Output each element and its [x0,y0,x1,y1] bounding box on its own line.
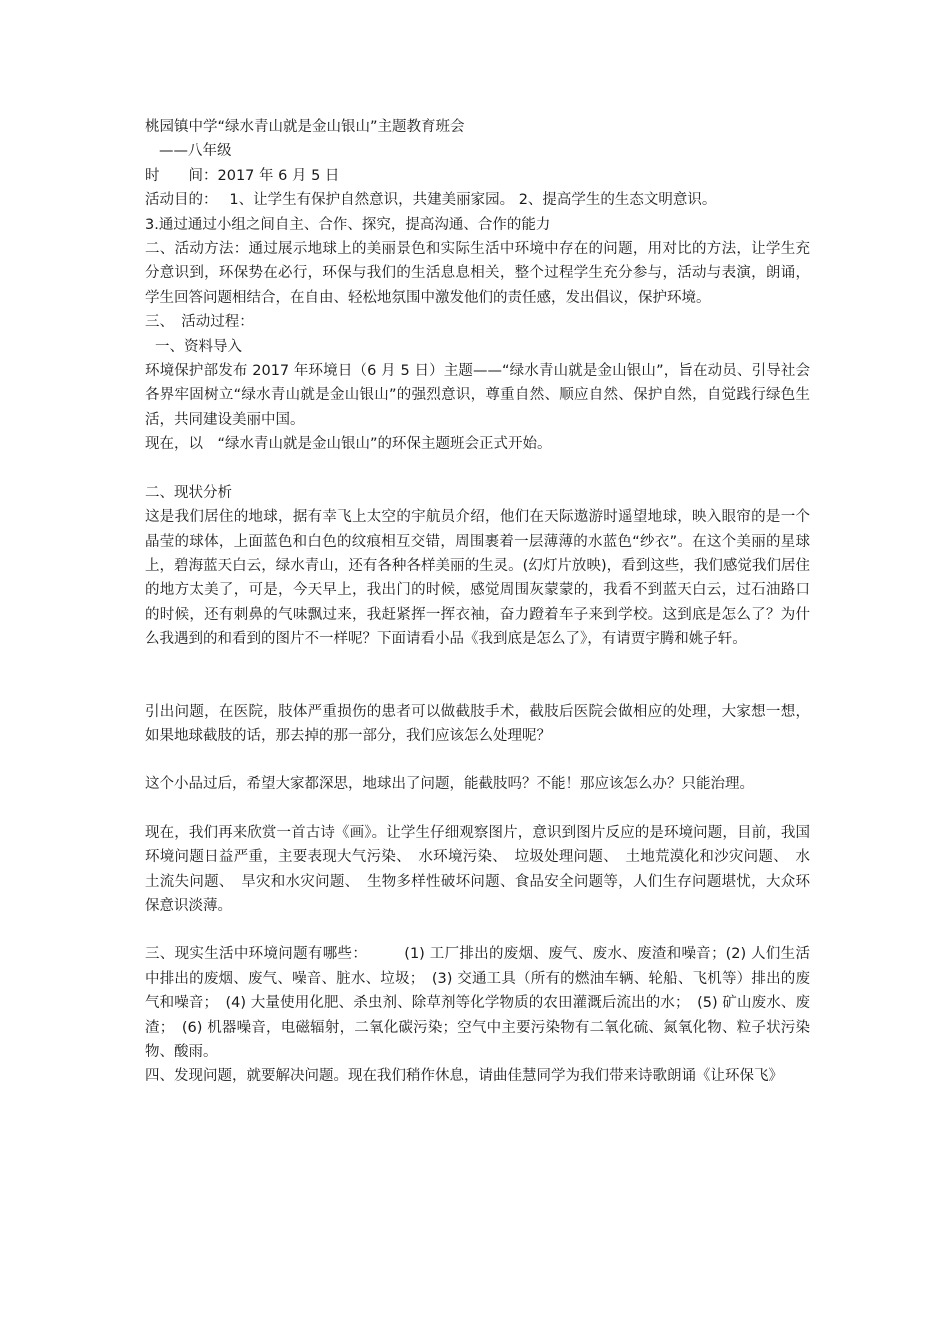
start-paragraph: 现在，以 “绿水青山就是金山银山”的环保主题班会正式开始。 [145,436,552,453]
problems-paragraph: 三、现实生活中环境问题有哪些： (1) 工厂排出的废烟、废气、废水、废渣和噪音；(2) 人们生活中排出的废烟、废气、噪音、脏水、垃圾； (3) 交通工具（所有的燃油车辆、轮船、飞机等）排出的废气和噪音； (4) 大量使用化肥、杀虫剂、除草剂等化学物质的农田灌溉后流出的水； (5) 矿山废水、废渣； (6) 机器噪音，电磁辐射，二氧化碳污染；空气中主要污染物有二氧化硫、氮氧化物、粒子状污染物、酸雨。 [145,946,810,1060]
question-paragraph: 引出问题，在医院，肢体严重损伤的患者可以做截肢手术，截肢后医院会做相应的处理，大家想一想，如果地球截肢的话，那去掉的那一部分，我们应该怎么处理呢？ [145,703,810,744]
document-body [145,115,810,1089]
sketch-paragraph: 这个小品过后，希望大家都深思，地球出了问题，能截肢吗？不能！那应该怎么办？只能治理。 [145,776,754,793]
status-heading: 二、现状分析 [145,484,232,501]
solve-paragraph: 四、发现问题，就要解决问题。现在我们稍作休息，请曲佳慧同学为我们带来诗歌朗诵《让环保飞》 [145,1068,783,1085]
grade-line: ——八年级 [159,143,232,160]
method-paragraph: 二、活动方法：通过展示地球上的美丽景色和实际生活中环境中存在的问题，用对比的方法，让学生充分意识到，环保势在必行，环保与我们的生活息息相关，整个过程学生充分参与，活动与表演，朗诵，学生回答问题相结合，在自由、轻松地氛围中激发他们的责任感，发出倡议，保护环境。 [145,241,810,306]
poem-paragraph: 现在，我们再来欣赏一首古诗《画》。让学生仔细观察图片，意识到图片反应的是环境问题，目前，我国环境问题日益严重，主要表现大气污染、 水环境污染、 垃圾处理问题、 土地荒漠化和沙灾问题、 水土流失问题、 旱灾和水灾问题、 生物多样性破坏问题、食品安全问题等，人们生存问题堪忧，大众环保意识淡薄。 [145,824,810,914]
intro-heading: 一、资料导入 [155,338,242,355]
status-paragraph: 这是我们居住的地球，据有幸飞上太空的宇航员介绍，他们在天际遨游时遥望地球，映入眼帘的是一个晶莹的球体，上面蓝色和白色的纹痕相互交错，周围裹着一层薄薄的水蓝色“纱衣”。在这个美丽的星球上，碧海蓝天白云，绿水青山，还有各种各样美丽的生灵。(幻灯片放映)，看到这些，我们感觉我们居住的地方太美了，可是，今天早上，我出门的时候，感觉周围灰蒙蒙的，我看不到蓝天白云，过石油路口的时候，还有刺鼻的气味飘过来，我赶紧挥一挥衣袖，奋力蹬着车子来到学校。这到底是怎么了？为什么我遇到的和看到的图片不一样呢？下面请看小品《我到底是怎么了》，有请贾宇腾和姚子轩。 [145,509,810,648]
document-title: 桃园镇中学“绿水青山就是金山银山”主题教育班会 [145,119,465,135]
purpose-line: 活动目的： 1、让学生有保护自然意识，共建美丽家园。 2、提高学生的生态文明意识。 [145,192,717,209]
intro-paragraph: 环境保护部发布 2017 年环境日（6 月 5 日）主题——“绿水青山就是金山银山”，旨在动员、引导社会各界牢固树立“绿水青山就是金山银山”的强烈意识，尊重自然、顺应自然、保护自然，自觉践行绿色生活，共同建设美丽中国。 [145,363,810,428]
time-line: 时 间：2017 年 6 月 5 日 [145,167,340,184]
process-heading: 三、 活动过程： [145,314,254,331]
purpose-item-3: 3.通过通过小组之间自主、合作、探究，提高沟通、合作的能力 [145,216,551,233]
